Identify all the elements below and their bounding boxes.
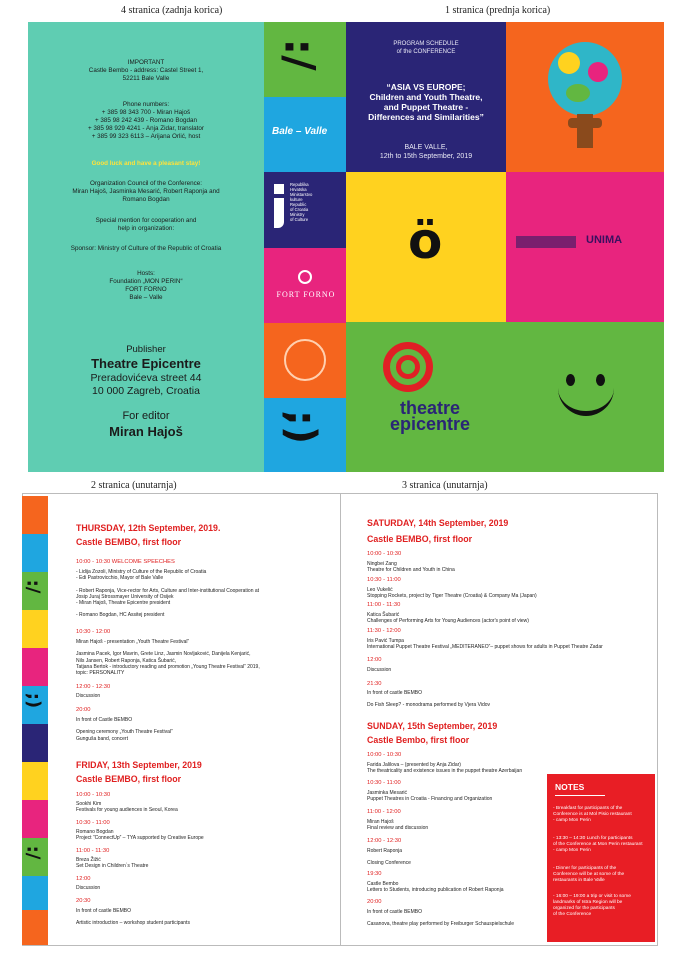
- thursday-heading: THURSDAY, 12th September, 2019.: [76, 523, 221, 533]
- slot-items: Farida Jalilova – (presented by Anja Zidar) The theatricality and existence issues in the puppet theatre Azerbaijan: [367, 762, 523, 775]
- time-slot: 10:30 - 11:00: [367, 780, 401, 786]
- ministry-mark-icon: [274, 184, 284, 194]
- slot-items: Sookhi Kim Festivals for young audiences in Seoul, Korea: [76, 801, 178, 814]
- good-luck-text: Good luck and have a pleasant stay!: [91, 160, 201, 167]
- time-slot: 12:00 - 12:30: [76, 684, 111, 690]
- face-icon: :/: [22, 579, 44, 594]
- phones-block: [28, 101, 264, 141]
- special-mention-block: Special mention for cooperation and help in organization:: [95, 217, 197, 232]
- saturday-heading: SATURDAY, 14th September, 2019: [367, 518, 509, 528]
- strip-blue: [22, 686, 48, 724]
- time-slot: 12:00: [367, 657, 382, 663]
- time-slot: 10:00 - 10:30: [367, 551, 402, 557]
- important-block: [28, 59, 264, 83]
- ministry-logo-tile: [264, 172, 346, 248]
- slot-items: Discussion: [367, 667, 392, 673]
- green-face-tile: [264, 22, 346, 97]
- sunday-heading: SUNDAY, 15th September, 2019: [367, 721, 498, 731]
- slot-items: Iris Pavić Tumpa International Puppet Theatre Festival „MEDITERANEO“– puppet shows for adults in Puppet Theatre Zadar: [367, 638, 603, 651]
- slot-items: In front of castle BEMBO Artistic introduction – workshop student participants: [76, 908, 190, 927]
- phone-line: + 385 98 929 4241 - Anja Zidar, translator: [87, 125, 205, 132]
- notes-title: NOTES: [555, 782, 585, 792]
- slot-items: Miran Hajoš - presentation „Youth Theatre Festival“ Jasmina Pacek, Igor Mavrin, Grete Linz, Jasmin Novljaković, Danijela Kenjarić, Nils Jansen, Robert Raponja, Katica Šubarić, Tatjana Bertok - introductory reading and promotion „Young Theatre Festival“ 2019, topic: PERSONALITY: [76, 639, 260, 677]
- caption-back-cover: 4 stranica (zadnja korica): [121, 5, 223, 16]
- time-slot: 12:00 - 12:30: [367, 838, 402, 844]
- phone-line: + 385 98 343 700 - Miran Hajoš: [101, 109, 191, 116]
- publisher-label: Publisher: [126, 344, 166, 355]
- surprised-face-icon: ö: [408, 212, 443, 270]
- editor-name: Miran Hajoš: [109, 424, 183, 439]
- ministry-logo-text: Republika Hrvatska Ministarstvo kulture Republic of Croatia Ministry of Culture: [290, 182, 313, 222]
- saturday-venue: Castle BEMBO, first floor: [367, 534, 473, 544]
- notes-divider: [555, 795, 605, 796]
- strip-orange: [22, 496, 48, 534]
- unima-logo: UNIMA: [586, 234, 623, 246]
- note-item: - Breakfast for participants of the Conference is at Mol Pisio restaurant - camp Mon Perin: [553, 806, 632, 823]
- mon-perin-logo-tile: [264, 323, 346, 398]
- phone-line: + 385 99 323 6113 – Arijana Orlić, host: [91, 133, 201, 140]
- tree-figure-icon: [558, 52, 580, 74]
- notes-box: [547, 774, 655, 942]
- time-slot: 12:00: [76, 876, 91, 882]
- council-block: Organization Council of the Conference: Miran Hajoš, Jasminka Mesarić, Robert Raponja and Romano Bogdan: [72, 180, 220, 203]
- theatre-epicentre-logo-tile: [346, 322, 506, 472]
- strip-yellow: [22, 762, 48, 800]
- caption-front-cover: 1 stranica (prednja korica): [445, 5, 551, 16]
- yellow-face-tile: [346, 172, 506, 322]
- slot-items: Miran Hajoš Final review and discussion: [367, 819, 429, 832]
- conference-place: BALE VALLE,: [404, 144, 448, 151]
- time-slot: 20:00: [76, 707, 91, 713]
- time-slot: 19:30: [367, 871, 382, 877]
- sponsor-text: Sponsor: Ministry of Culture of the Republic of Croatia: [70, 245, 222, 252]
- conference-title: “ASIA VS EUROPE; Children and Youth Theatre, and Puppet Theatre - Differences and Similarities”: [368, 82, 484, 122]
- tree-figure-icon: [566, 84, 590, 102]
- tree-bow-icon: [568, 118, 602, 128]
- time-slot: 11:00 - 12:00: [367, 809, 401, 815]
- note-item: - Dinner for participants of the Conference will be at some of the restaurants in Bale Valle: [553, 866, 625, 883]
- slot-items: In front of castle BEMBO Casanova, theatre play performed by Freiburger Schauspielschule: [367, 909, 515, 928]
- publisher-city: 10 000 Zagreb, Croatia: [92, 385, 200, 397]
- caption-page-2: 2 stranica (unutarnja): [91, 480, 177, 491]
- strip-blue: [22, 534, 48, 572]
- slot-items: Romano Bogdan Project “ConnectUp” – TYA supported by Creative Europe: [76, 829, 204, 842]
- publisher-street: Preradovićeva street 44: [90, 372, 202, 384]
- phone-line: + 385 98 242 439 - Romano Bogdan: [94, 117, 198, 124]
- page-divider: [340, 493, 341, 946]
- important-title: IMPORTANT: [127, 59, 165, 66]
- program-schedule-line-2: of the CONFERENCE: [396, 49, 456, 55]
- strip-blue: [22, 876, 48, 910]
- tree-illustration-tile: [506, 22, 664, 172]
- tree-figure-icon: [588, 62, 608, 82]
- time-slot: 21:30: [367, 681, 382, 687]
- strip-yellow: [22, 610, 48, 648]
- thursday-venue: Castle BEMBO, first floor: [76, 537, 182, 547]
- bale-valle-logo: Bale – Valle: [272, 126, 328, 137]
- time-slot: 11:30 - 12:00: [367, 628, 401, 634]
- unima-logo-tile: [506, 172, 664, 322]
- slot-items: Breza Žižić Set Design in Children`s Theatre: [76, 857, 149, 870]
- theatre-epicentre-logo-text: theatre epicentre: [389, 398, 471, 434]
- strip-navy: [22, 724, 48, 762]
- time-slot: 10:00 - 10:30: [367, 752, 402, 758]
- slot-items: Robert Raponja Closing Conference: [367, 848, 411, 867]
- wink-face-icon: ;): [23, 692, 45, 709]
- important-address-line-2: 52211 Bale Valle: [122, 75, 170, 82]
- friday-venue: Castle BEMBO, first floor: [76, 774, 182, 784]
- sunday-venue: Castle Bembo, first floor: [367, 735, 470, 745]
- important-address-line-1: Castle Bembo - address: Castel Street 1,: [88, 67, 204, 74]
- smile-mouth-icon: [558, 384, 614, 416]
- time-slot: 20:00: [367, 899, 382, 905]
- slot-items: Ningbei Zang Theatre for Children and Youth in China: [367, 561, 455, 574]
- program-schedule-line-1: PROGRAM SCHEDULE: [393, 41, 459, 47]
- slot-items: Castle Bembo Letters to Students, introducing publication of Robert Raponja: [367, 881, 504, 894]
- time-slot: 11:00 - 11:30: [367, 602, 401, 608]
- time-slot: 10:00 - 10:30 WELCOME SPEECHES: [76, 559, 175, 565]
- slot-items: Leo Vukelić Stopping Rockets, project by Tiger Theatre (Croatia) & Company Ma (Japan): [367, 587, 537, 600]
- publisher-name: Theatre Epicentre: [91, 356, 201, 371]
- foundation-seal-icon: [284, 339, 326, 381]
- hosts-block: Hosts: Foundation „MON PERIN“ FORT FORNO Bale – Valle: [109, 270, 183, 301]
- wink-face-icon: ;): [278, 409, 325, 445]
- slot-items: Discussion: [76, 885, 101, 891]
- strip-green: [22, 838, 48, 876]
- bale-valle-logo-tile: [264, 97, 346, 172]
- fort-forno-icon: [298, 270, 312, 284]
- strip-pink: [22, 800, 48, 838]
- strip-orange: [22, 910, 48, 945]
- time-slot: 10:30 - 11:00: [76, 820, 110, 826]
- editor-label: For editor: [122, 410, 170, 422]
- time-slot: 10:30 - 11:00: [367, 577, 401, 583]
- time-slot: 20:30: [76, 898, 91, 904]
- strip-green: [22, 572, 48, 610]
- time-slot: 10:30 - 12:00: [76, 629, 111, 635]
- friday-heading: FRIDAY, 13th September, 2019: [76, 760, 202, 770]
- ministry-comma-icon: [274, 198, 284, 228]
- face-icon: :/: [275, 38, 325, 71]
- fort-forno-logo-tile: [264, 248, 346, 323]
- phones-title: Phone numbers:: [122, 101, 170, 108]
- strip-pink: [22, 648, 48, 686]
- tree-crown-icon: [548, 42, 622, 116]
- green-smile-tile: [506, 322, 664, 472]
- note-item: - 13:30 – 14:30 Lunch for participants of the Conference at Mon Perin restaurant - camp Mon Perin: [553, 836, 643, 853]
- blue-face-tile: [264, 398, 346, 472]
- time-slot: 11:00 - 11:30: [76, 848, 110, 854]
- fort-forno-logo: FORT FORNO: [276, 290, 336, 299]
- conference-dates: 12th to 15th September, 2019: [379, 153, 473, 160]
- time-slot: 10:00 - 10:30: [76, 792, 111, 798]
- slot-items: Katica Šubarić Challenges of Performing Arts for Young Audiences (actor's point of view): [367, 612, 529, 625]
- slot-items: Discussion: [76, 693, 101, 699]
- note-item: - 16:00 – 19:00 a trip or visit to some landmarks of Istra Region will be organized for the participants of the Conference: [553, 894, 631, 917]
- caption-page-3: 3 stranica (unutarnja): [402, 480, 488, 491]
- slot-items: In front of Castle BEMBO Opening ceremony „Youth Theatre Festival“ Gunguša band, concert: [76, 717, 173, 742]
- slot-items: - Lidija Zozoli, Ministry of Culture of the Republic of Croatia - Edi Pastrovicchio, Mayor of Bale Valle - Robert Raponja, Vice-rector for Arts, Culture and Inter-institutional Cooperation at Josip Juraj Strossmayer University of Osijek - Miran Hajoš, Theatre Epicentre president - Romano Bogdan, HC Assitej president: [76, 569, 260, 619]
- slot-items: Jasminka Mesarić Puppet Theatres in Croatia - Financing and Organization: [367, 790, 493, 803]
- slot-items: In front of castle BEMBO Do Fish Sleep? - monodrama performed by Vjera Vidov: [367, 690, 491, 709]
- back-cover-panel: [28, 22, 264, 472]
- front-cover-title-tile: [346, 22, 506, 172]
- hc-assitej-logo-icon: [516, 236, 576, 248]
- face-icon: :/: [22, 845, 44, 860]
- theatre-epicentre-spiral-inner-icon: [396, 355, 420, 379]
